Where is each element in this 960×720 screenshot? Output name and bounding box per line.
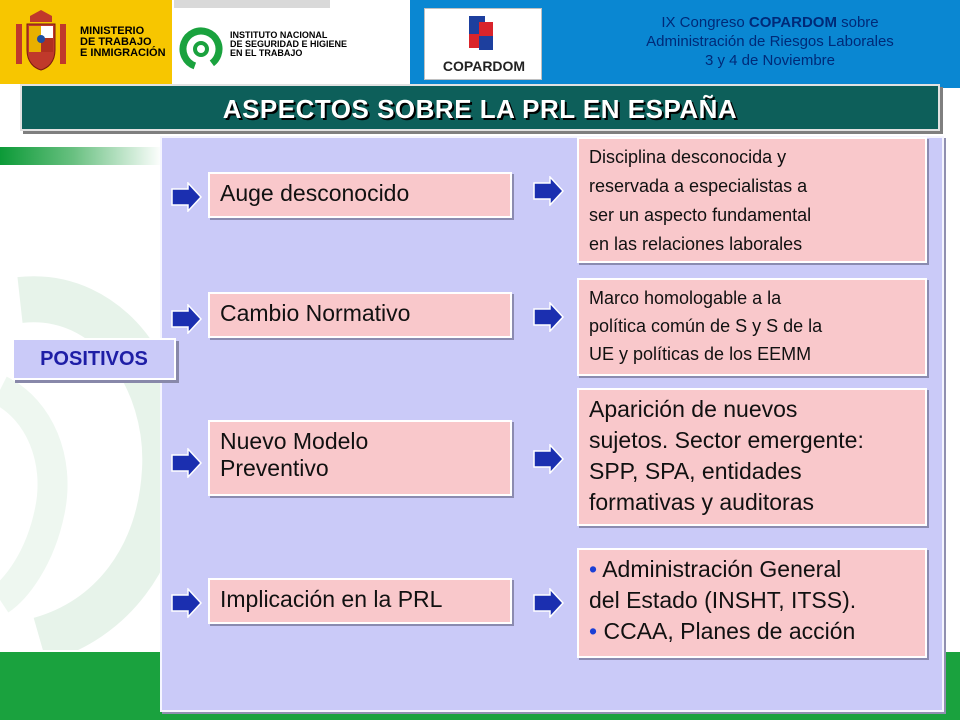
arrow-right-icon — [532, 176, 564, 206]
aspect-box-2: Cambio Normativo — [208, 292, 512, 338]
copardom-logo-icon — [455, 14, 505, 56]
bullet-item: • CCAA, Planes de acción — [589, 618, 856, 644]
congress-line-1: IX Congreso COPARDOM sobre — [661, 14, 879, 31]
arrow-right-icon — [532, 444, 564, 474]
decorative-arc — [0, 270, 170, 650]
page-title: ASPECTOS SOBRE LA PRL EN ESPAÑA — [222, 94, 738, 124]
arrow-right-icon — [170, 588, 202, 618]
arrow-right-icon — [170, 448, 202, 478]
aspect-box-1: Auge desconocido — [208, 172, 512, 218]
detail-box-3: Aparición de nuevos sujetos. Sector emergente: SPP, SPA, entidades formativas y auditoras — [577, 388, 927, 526]
coat-of-arms-icon — [12, 10, 70, 74]
ministry-logo — [0, 0, 172, 84]
category-label: POSITIVOS — [12, 338, 176, 380]
copardom-logo — [424, 8, 542, 80]
congress-line-2: Administración de Riesgos Laborales — [646, 33, 894, 50]
arrow-right-icon — [532, 302, 564, 332]
institute-name: INSTITUTO NACIONAL DE SEGURIDAD E HIGIENE EN EL TRABAJO — [230, 30, 348, 58]
bullet-icon: • — [589, 556, 598, 582]
arrow-right-icon — [170, 182, 202, 212]
detail-box-1: Disciplina desconocida y reservada a especialistas a ser un aspecto fundamental en las relaciones laborales — [577, 137, 927, 263]
aspect-box-4: Implicación en la PRL — [208, 578, 512, 624]
bullet-icon: • — [589, 618, 598, 644]
copardom-wordmark: COPARDOM — [442, 58, 526, 74]
detail-box-4: • Administración General del Estado (INSHT, ITSS). • CCAA, Planes de acción — [577, 548, 927, 658]
green-stripe — [0, 147, 162, 165]
arrow-right-icon — [170, 304, 202, 334]
title-bar — [20, 84, 940, 131]
header-rule — [174, 0, 330, 8]
ministry-name: MINISTERIO DE TRABAJO E INMIGRACIÓN — [80, 25, 166, 59]
insht-logo-icon — [178, 26, 224, 72]
congress-line-3: 3 y 4 de Noviembre — [704, 52, 836, 69]
aspect-box-3: Nuevo Modelo Preventivo — [208, 420, 512, 496]
congress-info — [580, 13, 960, 70]
arrow-right-icon — [532, 588, 564, 618]
detail-box-2: Marco homologable a la política común de S y S de la UE y políticas de los EEMM — [577, 278, 927, 376]
bullet-item: • Administración General — [589, 556, 842, 582]
